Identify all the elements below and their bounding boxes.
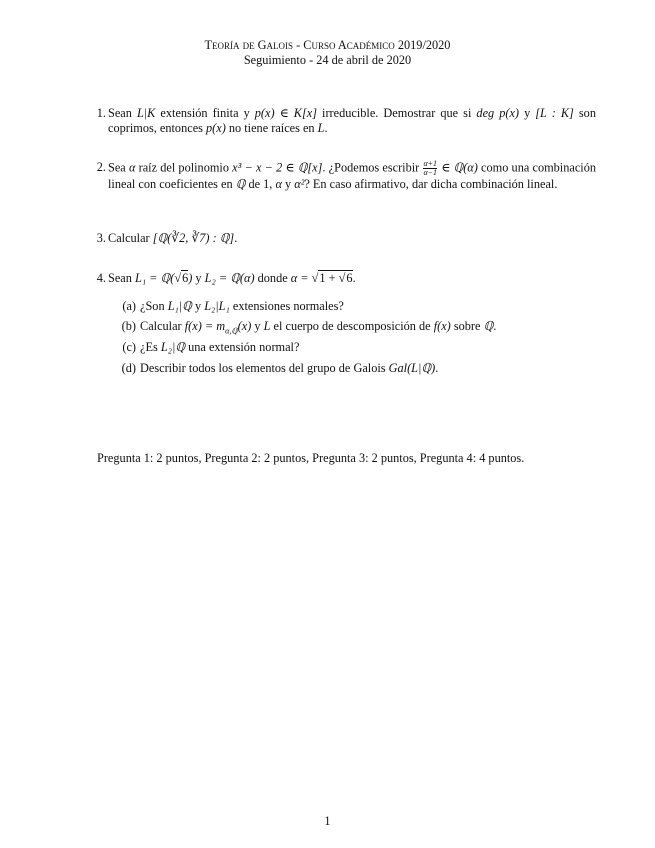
text: una extensión normal? [188, 340, 300, 354]
math: x³ − x − 2 ∈ ℚ[x] [232, 160, 323, 175]
text: Sean [108, 106, 132, 120]
text: el cuerpo de descomposición de [273, 319, 431, 333]
math: L|K [136, 106, 156, 120]
header-title: Teoría de Galois - Curso Académico 2019/2020 [204, 38, 451, 52]
text: Sea [108, 160, 126, 175]
math: [ℚ(∛2, ∛7) : ℚ] [152, 231, 235, 245]
math: L₂|ℚ [160, 340, 186, 354]
subitem-text [140, 361, 438, 376]
question-text [108, 106, 596, 136]
text: y [524, 106, 531, 120]
subitem-text [140, 299, 344, 314]
text: . [352, 271, 356, 285]
text: irreducible. Demostrar que si [322, 106, 472, 120]
header [0, 38, 655, 68]
question-number: 4. [96, 271, 106, 285]
math: L [317, 121, 325, 135]
math: (x) [237, 319, 252, 333]
text: y [285, 177, 292, 191]
sqrt-outer: 1 + √6 [319, 271, 353, 285]
text: donde [257, 271, 288, 285]
text: ? En caso afirmativo, dar dicha combinación lineal. [304, 177, 558, 191]
page-number: 1 [324, 814, 331, 828]
text: Calcular [140, 319, 182, 333]
text: . [234, 231, 238, 245]
text: y [195, 271, 202, 285]
subitem-label: (a) [122, 299, 136, 313]
text: ¿Es [140, 340, 158, 354]
text: no tiene raíces en [228, 121, 315, 135]
math: ℚ [483, 319, 494, 333]
math: α² [294, 177, 305, 191]
math: L₁|ℚ [167, 299, 192, 313]
text: y [254, 319, 261, 333]
text: Describir todos los elementos del grupo de Galois [140, 361, 386, 375]
math-subscript: α,ℚ [225, 326, 238, 336]
subitem-label: (d) [121, 361, 136, 375]
subitem-label: (c) [122, 340, 136, 354]
math: ℚ [235, 177, 246, 191]
math: L₂|L₁ [204, 299, 230, 313]
header-subtitle: Seguimiento - 24 de abril de 2020 [243, 53, 412, 67]
text: y [194, 299, 202, 313]
question-text: Sean L₁ = ℚ(√6) y L₂ = ℚ(α) donde α = √1 + √6. [108, 271, 356, 285]
text: Sean [108, 271, 132, 285]
text: raíz del polinomio [138, 160, 229, 175]
text: extensiones normales? [232, 299, 344, 313]
math: f(x) [433, 319, 451, 333]
text: extensión finita y [160, 106, 250, 120]
math: p(x) ∈ K[x] [254, 106, 317, 120]
math: L₂ = ℚ(α) [204, 271, 255, 285]
math: ∈ ℚ(α) [441, 160, 478, 175]
question-text [108, 160, 596, 192]
text: . ¿Podemos escribir [322, 160, 420, 175]
math: deg p(x) [476, 106, 520, 120]
text: . [324, 121, 328, 135]
math: Gal(L|ℚ) [388, 361, 436, 375]
text: de 1, [248, 177, 273, 191]
question-number: 3. [96, 231, 106, 245]
grading-footer: Pregunta 1: 2 puntos, Pregunta 2: 2 puntos, Pregunta 3: 2 puntos, Pregunta 4: 4 puntos. [97, 451, 525, 465]
subitem-text [140, 319, 496, 338]
math: L [263, 319, 271, 333]
text: Calcular [108, 231, 150, 245]
text: son coprimos, entonces [108, 106, 596, 135]
text: ¿Son [140, 299, 165, 313]
text: . [435, 361, 439, 375]
subitem-label: (b) [121, 319, 136, 333]
text: como una combinación lineal con coeficientes en [108, 160, 596, 191]
sqrt-radicand: 6 [346, 271, 353, 285]
text: sobre [453, 319, 481, 333]
math: f(x) = m [184, 319, 226, 333]
subitem-text [140, 340, 299, 355]
math: α [275, 177, 282, 191]
math: p(x) [206, 121, 226, 135]
fraction-denominator: α−1 [423, 168, 438, 177]
text: . [493, 319, 497, 333]
math: L₁ = ℚ( [134, 271, 175, 285]
fraction [423, 160, 437, 177]
math: [L : K] [535, 106, 574, 120]
math: α [128, 160, 136, 175]
question-text [108, 231, 596, 246]
math: ) [188, 271, 193, 285]
sqrt-radicand: 1 + [319, 271, 336, 285]
fraction-numerator: α+1 [423, 159, 438, 168]
question-number: 2. [96, 160, 106, 174]
question-number: 1. [96, 106, 106, 120]
math: α = [290, 271, 309, 285]
sqrt-radicand: 6 [182, 271, 189, 285]
